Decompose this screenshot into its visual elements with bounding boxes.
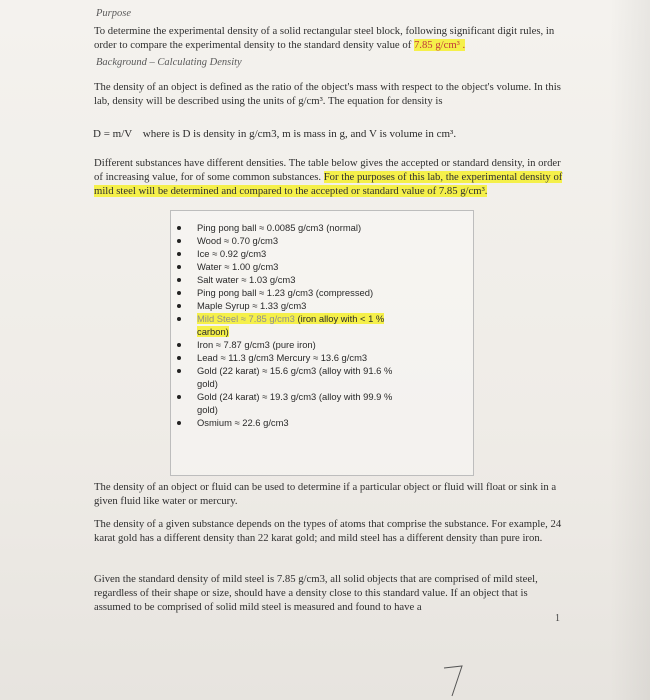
density-item-text: Ice ≈ 0.92 g/cm3 <box>197 248 267 259</box>
bullet-icon <box>177 317 181 321</box>
density-item-text: (iron alloy with < 1 % carbon) <box>197 313 385 337</box>
density-item-text: Iron ≈ 7.87 g/cm3 (pure iron) <box>197 339 316 350</box>
density-list-item <box>171 286 407 299</box>
density-item-text: Ping pong ball ≈ 0.0085 g/cm3 (normal) <box>197 222 362 233</box>
bullet-icon <box>177 421 181 425</box>
bullet-icon <box>177 343 181 347</box>
density-table-box <box>170 210 474 476</box>
bullet-icon <box>177 395 181 399</box>
density-list-item <box>171 247 407 260</box>
density-list-item <box>171 221 407 234</box>
bullet-icon <box>177 239 181 243</box>
density-item-text: Gold (24 karat) ≈ 19.3 g/cm3 (alloy with 99.9 % gold) <box>197 391 393 415</box>
density-list-item <box>171 273 407 286</box>
density-item-text: Osmium ≈ 22.6 g/cm3 <box>197 417 289 428</box>
bullet-icon <box>177 252 181 256</box>
density-list <box>171 211 473 429</box>
background-paragraph: The density of an object is defined as the ratio of the object's mass with respect to the object's volume. In this lab, density will be described using the units of g/cm³. The equation for density is <box>94 81 561 107</box>
purpose-highlight: 7.85 g/cm³ . <box>413 39 466 51</box>
density-item-text: Salt water ≈ 1.03 g/cm3 <box>197 274 296 285</box>
density-list-item <box>171 364 407 390</box>
density-list-item <box>171 351 407 364</box>
bullet-icon <box>177 369 181 373</box>
atoms-paragraph: The density of a given substance depends on the types of atoms that comprise the substance. For example, 24 karat gold has a different density than 22 karat gold; and mild steel has a different density than pure iron. <box>94 518 562 544</box>
density-item-text: Water ≈ 1.00 g/cm3 <box>197 261 279 272</box>
density-list-item <box>171 338 407 351</box>
density-list-item <box>171 299 407 312</box>
equation-explanation: where is D is density in g/cm3, m is mass in g, and V is volume in cm³. <box>142 128 457 140</box>
density-item-text: Ping pong ball ≈ 1.23 g/cm3 (compressed) <box>197 287 374 298</box>
bullet-icon <box>177 356 181 360</box>
page-shadow <box>610 0 650 700</box>
density-list-item <box>171 260 407 273</box>
pen-mark-icon <box>440 660 480 700</box>
page-number: 1 <box>555 613 560 624</box>
mild-steel-highlight: Mild Steel ≈ 7.85 g/cm3 <box>197 313 295 324</box>
different-text: Different substances have different densities. The table below gives the accepted or standard density, in order of increasing value, for of some common substances. <box>94 157 561 183</box>
purpose-heading: Purpose <box>96 8 131 19</box>
density-list-item <box>171 234 407 247</box>
bullet-icon <box>177 291 181 295</box>
different-paragraph <box>94 156 564 198</box>
given-paragraph: Given the standard density of mild steel is 7.85 g/cm3, all solid objects that are comprised of mild steel, regardless of their shape or size, should have a density close to this standard value. If an object that is assumed to be comprised of solid mild steel is measured and found to have a <box>94 573 538 613</box>
bullet-icon <box>177 278 181 282</box>
bullet-icon <box>177 226 181 230</box>
bullet-icon <box>177 304 181 308</box>
density-list-item <box>171 416 407 429</box>
density-item-text: Maple Syrup ≈ 1.33 g/cm3 <box>197 300 307 311</box>
density-item-text: Wood ≈ 0.70 g/cm3 <box>197 235 279 246</box>
background-heading: Background – Calculating Density <box>96 57 242 68</box>
float-paragraph: The density of an object or fluid can be used to determine if a particular object or fluid will float or sink in a given fluid like water or mercury. <box>94 481 557 507</box>
bullet-icon <box>177 265 181 269</box>
purpose-paragraph <box>94 24 564 52</box>
purpose-text: To determine the experimental density of a solid rectangular steel block, following significant digit rules, in order to compare the experimental density to the standard density value of <box>94 25 555 51</box>
different-highlight: For the purposes of this lab, the experimental density of mild steel will be determined and compared to the accepted or standard value of 7.85 g/cm³. <box>94 171 563 197</box>
density-item-text: Lead ≈ 11.3 g/cm3 Mercury ≈ 13.6 g/cm3 <box>197 352 368 363</box>
density-item-text: Gold (22 karat) ≈ 15.6 g/cm3 (alloy with 91.6 % gold) <box>197 365 393 389</box>
density-list-item <box>171 312 407 338</box>
density-equation <box>93 128 456 140</box>
equation-lhs: D = m/V <box>93 128 133 140</box>
density-list-item <box>171 390 407 416</box>
